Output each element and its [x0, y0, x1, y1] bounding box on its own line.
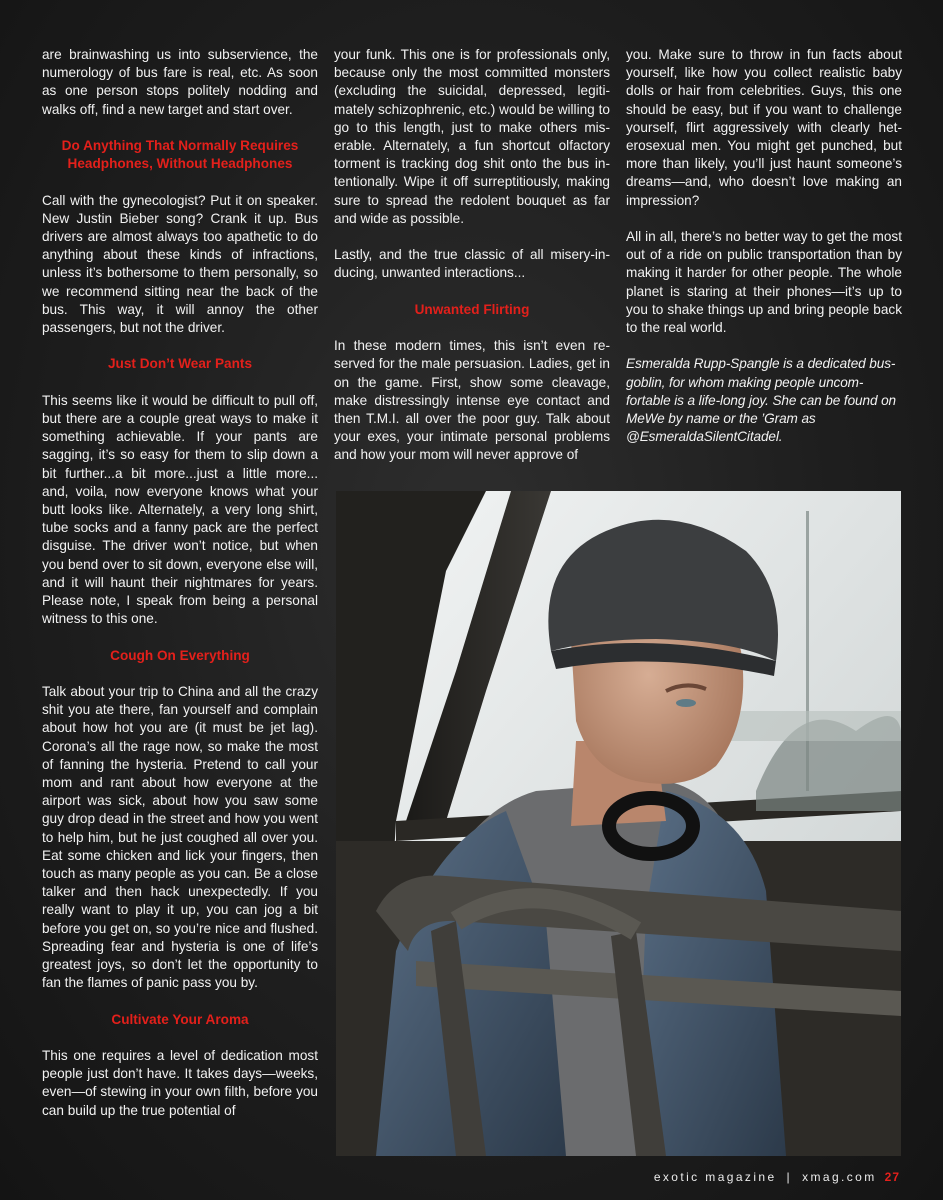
article-column-2: [334, 46, 610, 483]
body-paragraph: Talk about your trip to China and all the crazy shit you ate there, fan yourself and complain about how hot you are (it must be jet lag). Corona’s all the rage now, so make the most of fanning the hysteria. Pretend to call your mom and rant about how everyone at the airport was sick, about how you saw some guy drop dead in the street and how you went to help him, but he just coughed all over you. Eat some chicken and lick your fingers, then touch as many people as you can. Be a close talker and then hack unexpectedly. If you really want to play it up, you can jog a bit before you get on, so you’re nice and flushed. Spreading fear and hysteria is one of life’s greatest joys, so don’t let the opportunity to fan the flames of panic pass you by.: [42, 684, 318, 991]
body-paragraph: are brainwashing us into subservience, the numerology of bus fare is real, etc. As soon as one person stops politely nodding and walks off, find a new target and start over.: [42, 47, 318, 117]
body-paragraph: your funk. This one is for professionals only, because only the most committed monsters (excluding the suicidal, depressed, legitimately schizophrenic, etc.) would be willing to go to this length, just to make others miserable. Alternately, a fun shortcut olfactory torment is tracking dog shit onto the bus intentionally. Wipe it off surreptitiously, making sure to spread the redolent bouquet as far and wide as possible.: [334, 47, 610, 226]
article-column-3: [626, 46, 902, 465]
section-heading-flirting: Unwanted Flirting: [414, 301, 530, 317]
article-photo: [336, 491, 901, 1156]
body-paragraph: This seems like it would be difficult to pull off, but there are a couple great ways to make it something achievable. If your pants are sagging, it’s so easy for them to slip down a bit further...a bit more...just a little more... and, voila, now everyone knows what your butt looks like. Alternately, a very long shirt, tube socks and a fanny pack are the perfect disguise. The driver won’t notice, but when you bend over to sit down, everyone else will, and it will haunt their nightmares for years. Please note, I speak from being a personal witness to this one.: [42, 392, 318, 627]
page-footer: [600, 1170, 900, 1190]
body-paragraph: Call with the gynecologist? Put it on speaker. New Justin Bieber song? Crank it up. Bus drivers are almost always too apathetic to do anything about these kinds of infractions, unless it’s bothersome to them personally, so we recommend sitting near the back of the bus. This way, it will annoy the other passengers, but not the driver.: [42, 192, 318, 336]
article-column-1: [42, 46, 318, 1138]
author-byline: Esmeralda Rupp-Spangle is a dedicated bus-goblin, for whom making people uncomfortable is a life-long joy. She can be found on MeWe by name or the ’Gram as @EsmeraldaSilentCitadel.: [626, 356, 897, 445]
bus-passenger-illustration: [336, 491, 901, 1156]
body-paragraph: This one requires a level of dedication most people just don’t have. It takes days—weeks, even—of stewing in your own filth, before you can build up the true potential of: [42, 1048, 318, 1118]
body-paragraph: Lastly, and the true classic of all misery-inducing, unwanted interactions...: [334, 247, 610, 281]
body-paragraph: All in all, there’s no better way to get the most out of a ride on public transportation than by making it harder for other people. The whole planet is staring at their phones—it’s up to you to shake things up and bring people back to the real world.: [626, 229, 902, 336]
body-paragraph: In these modern times, this isn’t even reserved for the male persuasion. Ladies, get in on the game. First, show some cleavage, make distressingly intense eye contact and then T.M.I. all over the poor guy. Talk about your exes, your intimate personal problems and how your mom will never approve of: [334, 338, 610, 463]
magazine-website: xmag.com: [802, 1170, 877, 1184]
section-heading-cough: Cough On Everything: [110, 647, 250, 663]
magazine-name: exotic magazine: [653, 1170, 777, 1184]
footer-separator: |: [786, 1170, 793, 1184]
section-heading-pants: Just Don’t Wear Pants: [107, 356, 253, 372]
section-heading-aroma: Cultivate Your Aroma: [111, 1011, 249, 1027]
body-paragraph: you. Make sure to throw in fun facts about yourself, like how you collect realistic baby dolls or hair from celebrities. Guys, this one should be easy, but if you want to challenge yourself, flirt aggressively with clearly heterosexual men. You might get punched, but more than likely, you’ll just haunt someone’s dreams—and, who doesn’t love making an impression?: [626, 47, 902, 208]
page-number: 27: [884, 1170, 900, 1184]
section-heading-headphones: Do Anything That Normally Requires Headphones, Without Headphones: [61, 138, 299, 172]
